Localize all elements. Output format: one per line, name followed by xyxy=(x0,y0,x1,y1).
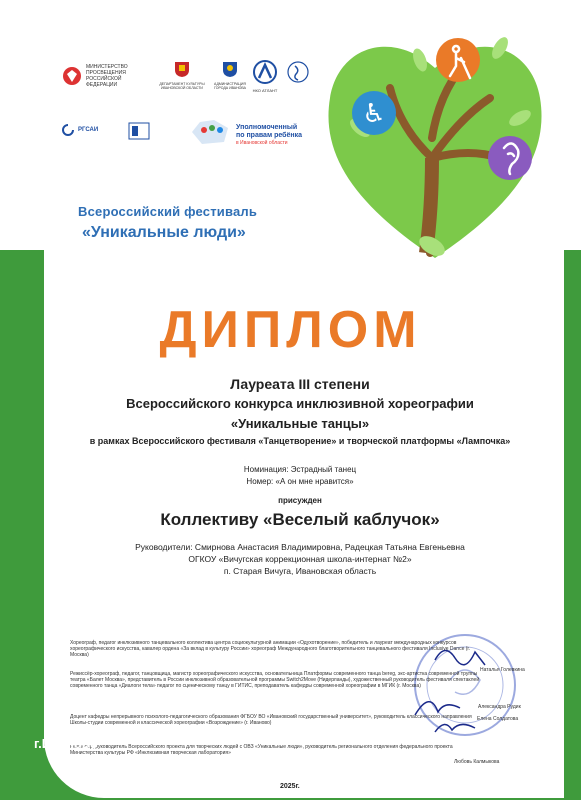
festival-line2: «Уникальные люди» xyxy=(82,224,246,241)
contest-name: «Уникальные танцы» xyxy=(230,416,370,431)
diploma-title: ДИПЛОМ xyxy=(159,301,422,359)
ombudsman-line3: в Ивановской области xyxy=(236,140,288,146)
culture-logo xyxy=(158,60,206,90)
city-arms-icon xyxy=(221,60,239,78)
atlant-logo xyxy=(248,60,282,94)
awarded: присужден xyxy=(278,496,322,505)
jury-1: Хореограф, педагог инклюзивного танцевального коллектива центра социокультурной анимации «Одухотворение», победитель и лауреат международных конкурсов хореографического искусства, кавалер ордена «За вклад в культуру России» хореограф Международного благотворительного танцевального фестиваля Inclusive Dance (г. Москва) xyxy=(70,640,471,658)
rsai-icon xyxy=(62,124,74,136)
contest: Всероссийского конкурса инклюзивной хореографии xyxy=(126,396,474,411)
rsai-logo xyxy=(62,124,118,136)
nomination: Номинация: Эстрадный танец xyxy=(243,465,357,474)
ombudsman-line1: Уполномоченный xyxy=(236,124,298,131)
dancer-icon xyxy=(286,60,310,86)
wheelchair-icon: ♿ xyxy=(362,99,386,129)
leaders: Руководители: Смирнова Анастасия Владимировна, Радецкая Татьяна Евгеньевна xyxy=(135,542,465,552)
place: п. Старая Вичуга, Ивановская область xyxy=(223,566,377,576)
rsai-text: РГСАИ xyxy=(78,127,99,133)
signer-2: Александра Рудик xyxy=(478,704,521,710)
signer-1: Наталья Голевкина xyxy=(480,667,525,673)
jury-4: Режиссер, руководитель Всероссийского проекта для творческих людей с ОВЗ «Уникальные люди», руководитель регионального отделения федерального проекта Министерства культуры РФ «Инклюзивная творческая лаборатория» xyxy=(70,744,453,756)
culture-text: ДЕПАРТАМЕНТ КУЛЬТУРЫ ИВАНОВСКОЙ ОБЛАСТИ xyxy=(159,82,205,90)
signer-3: Елена Солдатова xyxy=(477,716,519,722)
jury-2: Режиссёр-хореограф, педагог, танцовщица, магистр хореографического искусства, основательница Платформы современного танца bereg, экс-артистка современной труппы театра «Балет Москва», представитель в России инклюзивной образовательной программы Switch2Move (Нидерланды), художественный руководитель фестиваля спектаклей современного танца «Диалоги тела» педагог по сценическому танцу в ГИТИС, преподаватель кафедры современной хореографии в МГИК (г. Москва) xyxy=(70,671,480,689)
city-logo xyxy=(210,60,250,90)
coat-of-arms-icon xyxy=(173,60,191,78)
year: 2025г. xyxy=(280,783,300,790)
eagle-emblem-icon xyxy=(62,66,82,86)
atlant-icon xyxy=(253,60,277,84)
institute-icon xyxy=(128,122,150,140)
framework: в рамках Всероссийского фестиваля «Танцетворение» и творческой платформы «Лампочка» xyxy=(89,436,511,446)
recipient: Коллективу «Веселый каблучок» xyxy=(160,510,440,529)
ombudsman-logo xyxy=(236,124,302,146)
city-text: АДМИНИСТРАЦИЯ ГОРОДА ИВАНОВА xyxy=(214,82,246,90)
signer-4: Любовь Калмыкова xyxy=(454,759,500,765)
dance-logo xyxy=(286,60,310,86)
region-people-icon xyxy=(190,118,230,146)
ministry-logo xyxy=(62,64,150,88)
school: ОГКОУ «Вичугская коррекционная школа-интернат №2» xyxy=(188,554,412,564)
degree: Лауреата III степени xyxy=(230,376,370,392)
tree-heart-illustration xyxy=(320,8,550,278)
region-logo xyxy=(190,118,230,146)
atlant-text: НКО АТЛАНТ xyxy=(252,88,278,93)
ombudsman-line2: по правам ребёнка xyxy=(236,132,302,139)
number: Номер: «А он мне нравится» xyxy=(246,477,354,486)
signature-1 xyxy=(430,640,490,670)
festival-line1: Всероссийский фестиваль xyxy=(78,204,258,219)
ministry-text: МИНИСТЕРСТВО ПРОСВЕЩЕНИЯ РОССИЙСКОЙ ФЕДЕРАЦИИ xyxy=(86,64,128,88)
institute-logo xyxy=(128,122,150,140)
jury-3: Доцент кафедры непрерывного психолого-педагогического образования ФГБОУ ВО «Ивановский государственный университет», руководитель классического направления Школы-студии современной и классической хореографии «Возрождение» (г. Иваново) xyxy=(70,714,472,726)
signature-3 xyxy=(430,714,480,738)
city: г.Иваново xyxy=(34,736,98,751)
